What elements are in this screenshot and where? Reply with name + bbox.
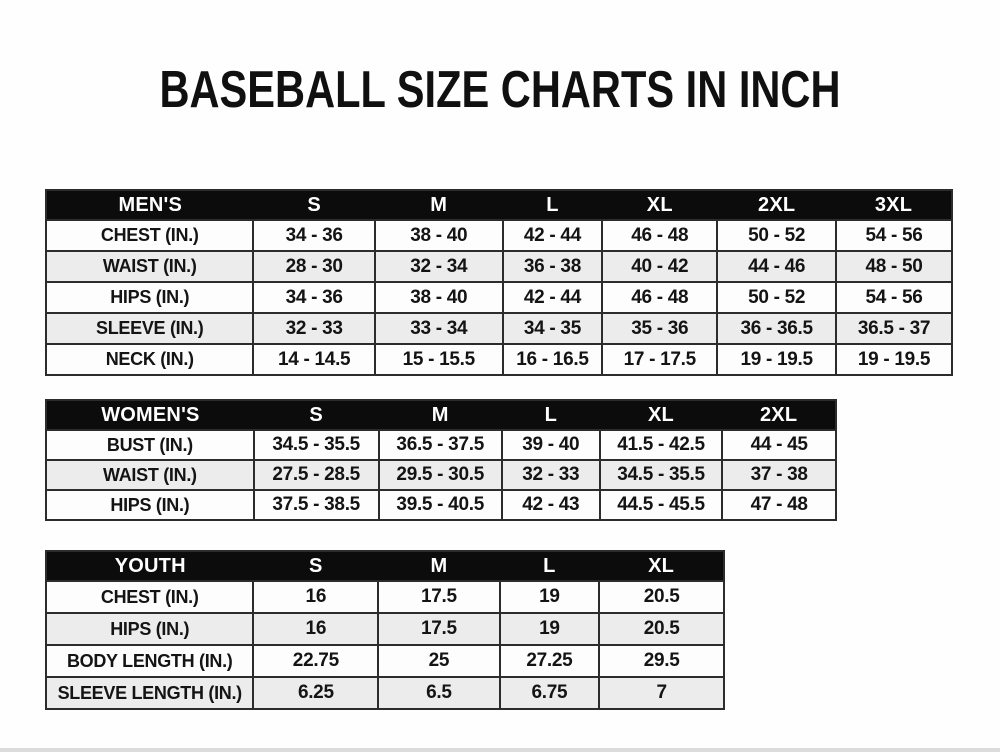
- value-cell: 54 - 56: [836, 220, 952, 251]
- value-cell: 44 - 45: [722, 430, 836, 460]
- value-cell: 54 - 56: [836, 282, 952, 313]
- size-header-cell: 3XL: [836, 190, 952, 220]
- value-cell: 34 - 36: [253, 282, 374, 313]
- value-cell: 28 - 30: [253, 251, 374, 282]
- measurement-label-cell: WAIST (IN.): [46, 251, 253, 282]
- size-header-cell: L: [503, 190, 603, 220]
- table-row: [46, 460, 836, 490]
- value-cell: 50 - 52: [717, 282, 836, 313]
- mens-table-grid: [45, 189, 953, 376]
- size-header-cell: M: [375, 190, 503, 220]
- value-cell: 40 - 42: [602, 251, 717, 282]
- value-cell: 19: [500, 581, 600, 613]
- header-row: [46, 400, 836, 430]
- group-label-cell: MEN'S: [46, 190, 253, 220]
- measurement-label-cell: HIPS (IN.): [46, 282, 253, 313]
- value-cell: 32 - 33: [502, 460, 600, 490]
- value-cell: 15 - 15.5: [375, 344, 503, 375]
- value-cell: 39.5 - 40.5: [379, 490, 502, 520]
- value-cell: 17.5: [378, 581, 499, 613]
- womens-size-table: [45, 399, 837, 521]
- value-cell: 33 - 34: [375, 313, 503, 344]
- value-cell: 22.75: [253, 645, 378, 677]
- size-header-cell: S: [254, 400, 379, 430]
- size-header-cell: XL: [602, 190, 717, 220]
- value-cell: 16: [253, 613, 378, 645]
- womens-table-grid: [45, 399, 837, 521]
- header-row: [46, 190, 952, 220]
- table-row: [46, 220, 952, 251]
- size-header-cell: 2XL: [722, 400, 836, 430]
- size-header-cell: S: [253, 551, 378, 581]
- measurement-label-cell: SLEEVE LENGTH (IN.): [46, 677, 253, 709]
- measurement-label-cell: WAIST (IN.): [46, 460, 254, 490]
- value-cell: 36 - 38: [503, 251, 603, 282]
- measurement-label-cell: BUST (IN.): [46, 430, 254, 460]
- value-cell: 41.5 - 42.5: [600, 430, 722, 460]
- value-cell: 36.5 - 37.5: [379, 430, 502, 460]
- measurement-label-cell: HIPS (IN.): [46, 613, 253, 645]
- value-cell: 34.5 - 35.5: [254, 430, 379, 460]
- value-cell: 27.5 - 28.5: [254, 460, 379, 490]
- value-cell: 7: [599, 677, 724, 709]
- size-header-cell: L: [500, 551, 600, 581]
- value-cell: 16 - 16.5: [503, 344, 603, 375]
- table-row: [46, 430, 836, 460]
- value-cell: 19: [500, 613, 600, 645]
- value-cell: 29.5 - 30.5: [379, 460, 502, 490]
- youth-table-grid: [45, 550, 725, 710]
- value-cell: 38 - 40: [375, 220, 503, 251]
- value-cell: 19 - 19.5: [836, 344, 952, 375]
- value-cell: 44 - 46: [717, 251, 836, 282]
- group-label-cell: WOMEN'S: [46, 400, 254, 430]
- table-row: [46, 344, 952, 375]
- value-cell: 27.25: [500, 645, 600, 677]
- size-header-cell: S: [253, 190, 374, 220]
- table-row: [46, 613, 724, 645]
- mens-size-table: [45, 189, 953, 376]
- value-cell: 35 - 36: [602, 313, 717, 344]
- value-cell: 17 - 17.5: [602, 344, 717, 375]
- value-cell: 44.5 - 45.5: [600, 490, 722, 520]
- page-title: BASEBALL SIZE CHARTS IN INCH: [159, 61, 841, 119]
- value-cell: 32 - 34: [375, 251, 503, 282]
- size-header-cell: 2XL: [717, 190, 836, 220]
- measurement-label-cell: HIPS (IN.): [46, 490, 254, 520]
- measurement-label-cell: SLEEVE (IN.): [46, 313, 253, 344]
- value-cell: 42 - 44: [503, 282, 603, 313]
- scan-edge-artifact: [0, 748, 1000, 752]
- value-cell: 50 - 52: [717, 220, 836, 251]
- value-cell: 37.5 - 38.5: [254, 490, 379, 520]
- size-header-cell: M: [378, 551, 499, 581]
- measurement-label-cell: NECK (IN.): [46, 344, 253, 375]
- size-header-cell: M: [379, 400, 502, 430]
- value-cell: 16: [253, 581, 378, 613]
- value-cell: 42 - 43: [502, 490, 600, 520]
- value-cell: 20.5: [599, 581, 724, 613]
- value-cell: 48 - 50: [836, 251, 952, 282]
- value-cell: 34.5 - 35.5: [600, 460, 722, 490]
- value-cell: 6.25: [253, 677, 378, 709]
- value-cell: 20.5: [599, 613, 724, 645]
- value-cell: 17.5: [378, 613, 499, 645]
- size-header-cell: XL: [599, 551, 724, 581]
- value-cell: 34 - 36: [253, 220, 374, 251]
- table-row: [46, 282, 952, 313]
- table-row: [46, 313, 952, 344]
- table-row: [46, 677, 724, 709]
- value-cell: 47 - 48: [722, 490, 836, 520]
- value-cell: 36 - 36.5: [717, 313, 836, 344]
- value-cell: 32 - 33: [253, 313, 374, 344]
- value-cell: 25: [378, 645, 499, 677]
- value-cell: 38 - 40: [375, 282, 503, 313]
- size-header-cell: XL: [600, 400, 722, 430]
- value-cell: 37 - 38: [722, 460, 836, 490]
- value-cell: 6.75: [500, 677, 600, 709]
- value-cell: 19 - 19.5: [717, 344, 836, 375]
- youth-size-table: [45, 550, 725, 710]
- value-cell: 6.5: [378, 677, 499, 709]
- table-row: [46, 490, 836, 520]
- group-label-cell: YOUTH: [46, 551, 253, 581]
- value-cell: 39 - 40: [502, 430, 600, 460]
- table-row: [46, 645, 724, 677]
- value-cell: 42 - 44: [503, 220, 603, 251]
- measurement-label-cell: CHEST (IN.): [46, 581, 253, 613]
- value-cell: 14 - 14.5: [253, 344, 374, 375]
- header-row: [46, 551, 724, 581]
- size-header-cell: L: [502, 400, 600, 430]
- table-row: [46, 251, 952, 282]
- measurement-label-cell: CHEST (IN.): [46, 220, 253, 251]
- measurement-label-cell: BODY LENGTH (IN.): [46, 645, 253, 677]
- value-cell: 34 - 35: [503, 313, 603, 344]
- value-cell: 29.5: [599, 645, 724, 677]
- value-cell: 46 - 48: [602, 220, 717, 251]
- value-cell: 36.5 - 37: [836, 313, 952, 344]
- value-cell: 46 - 48: [602, 282, 717, 313]
- table-row: [46, 581, 724, 613]
